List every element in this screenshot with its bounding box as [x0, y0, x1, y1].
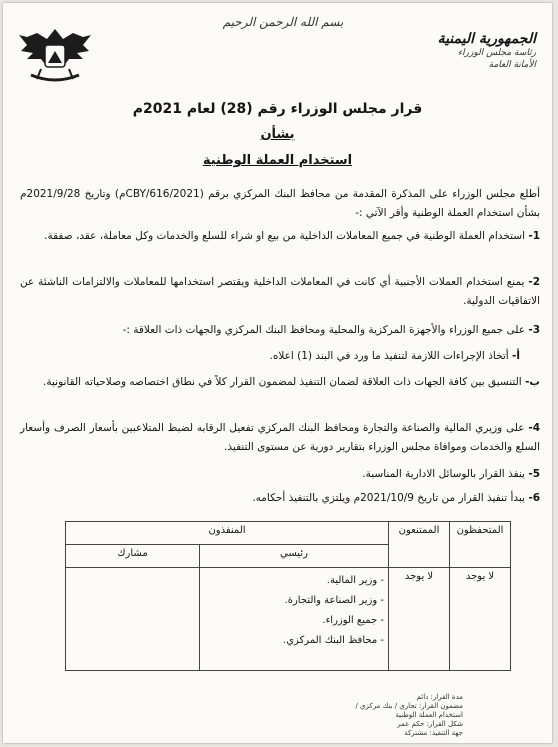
- yemen-eagle-emblem-icon: [17, 23, 93, 89]
- lead-header: رئيسي: [200, 545, 389, 568]
- decree-subject: استخدام العملة الوطنية: [202, 153, 353, 168]
- item-number: 4-: [528, 422, 540, 434]
- decree-title: قرار مجلس الوزراء رقم (28) لعام 2021م: [132, 101, 423, 117]
- presidency-name: رئاسة مجلس الوزراء: [457, 48, 536, 58]
- item-number: 5-: [528, 468, 540, 480]
- responsibility-table: [65, 521, 511, 671]
- item-number: ب-: [525, 376, 540, 388]
- list-item: [20, 489, 540, 508]
- item-number: 1-: [528, 230, 540, 242]
- footer-notes: [343, 693, 463, 738]
- item-text: على جميع الوزراء والأجهزة المركزية والمحلية ومحافظ البنك المركزي والجهات ذات العلاقة :-: [122, 324, 525, 336]
- document-page: [3, 3, 552, 743]
- participant-cell: [66, 568, 200, 671]
- item-text: يمنع استخدام العملات الأجنبية أي كانت في المعاملات الداخلية ويقتصر استخدامها للمعاملات والالتزامات الناشئة عن الاتفاقيات الدولية.: [20, 276, 540, 307]
- implementers-header: المنفذون: [66, 522, 389, 545]
- item-text: ينفذ القرار بالوسائل الادارية المناسبة.: [362, 468, 525, 480]
- item-text: على وزيري المالية والصناعة والتجارة ومحافظ البنك المركزي تفعيل الرقابه لضبط المتلاعبين بأسعار الصرف وأسعار السلع والخدمات وموافاة مجلس الوزراء بتقارير دورية عن مستوى التنفيذ.: [20, 422, 540, 453]
- list-item: [20, 373, 540, 392]
- republic-name: الجمهورية اليمنية: [437, 31, 536, 47]
- lead-list: [200, 568, 389, 671]
- list-item: [20, 347, 520, 366]
- list-item: [20, 321, 540, 340]
- participant-header: مشارك: [66, 545, 200, 568]
- reservations-cell: لا يوجد: [450, 568, 511, 671]
- list-item: [20, 227, 540, 246]
- item-number: 2-: [528, 276, 541, 288]
- item-text: أتخاذ الإجراءات اللازمة لتنفيذ ما ورد في البند (1) اعلاه.: [269, 350, 509, 362]
- letterhead: [386, 31, 536, 71]
- item-text: يبدأ تنفيذ القرار من تاريخ 2021/10/9م ويلتزي بالتنفيذ أحكامه.: [252, 492, 525, 504]
- reservations-header: المتحفظون: [450, 522, 511, 568]
- item-text: استخدام العملة الوطنية في جميع المعاملات الداخلية من بيع او شراء للسلع والخدمات وكل معاملة، عقد، صفقة.: [44, 230, 525, 242]
- footer-line: مدة القرار: دائم: [416, 693, 463, 701]
- list-item: - محافظ البنك المركزي.: [283, 635, 384, 646]
- abstainers-cell: لا يوجد: [389, 568, 450, 671]
- item-number: 3-: [528, 324, 540, 336]
- list-item: - وزير الصناعة والتجارة.: [284, 595, 384, 606]
- abstainers-header: الممتنعون: [389, 522, 450, 568]
- item-number: 6-: [528, 492, 540, 504]
- item-number: أ-: [512, 350, 520, 362]
- footer-line: مضمون القرار: تجاري / بنك مركزي / استخدام العملة الوطنية: [355, 702, 463, 719]
- preamble: أطلع مجلس الوزراء على المذكرة المقدمة من محافظ البنك المركزي برقم (2021/CBY/616م) وتاريخ 2021/9/28م بشأن استخدام العملة الوطنية وأقر الآتي :-: [20, 188, 540, 219]
- list-item: [20, 273, 540, 311]
- footer-line: جهة التنفيذ: مشتركة: [404, 729, 463, 737]
- list-item: - وزير المالية.: [326, 575, 384, 586]
- secretariat-name: الأمانة العامة: [488, 60, 536, 70]
- list-item: [20, 465, 540, 484]
- item-text: التنسيق بين كافة الجهات ذات العلاقة لضمان التنفيذ لمضمون القرار كلاً في نطاق اختصاصه وصلاحياته القانونية.: [43, 376, 522, 388]
- list-item: - جميع الوزراء.: [322, 615, 384, 626]
- footer-line: شكل القرار: حكم عمر: [397, 720, 463, 728]
- decree-regarding: بشأن: [260, 127, 295, 142]
- list-item: [20, 419, 540, 457]
- basmala: بسم الله الرحمن الرحيم: [222, 15, 344, 29]
